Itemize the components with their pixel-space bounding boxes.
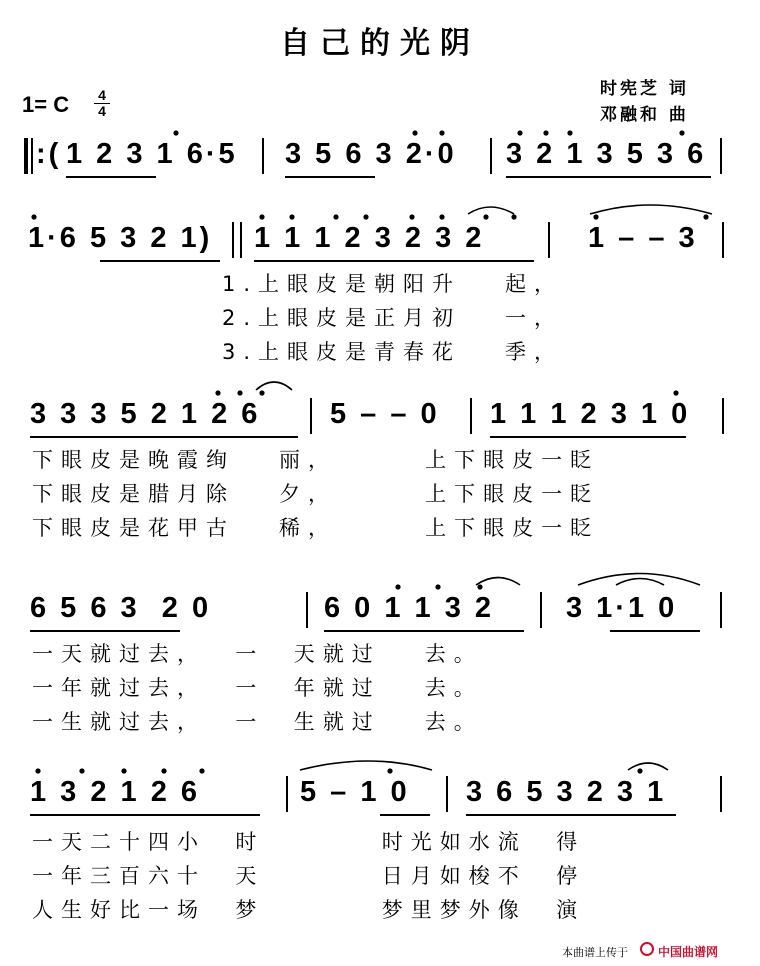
lyric-line: 一年就过去， 一 年就过 去。 bbox=[32, 676, 483, 700]
eighth-beam bbox=[30, 814, 260, 816]
eighth-beam bbox=[66, 176, 156, 178]
octave-dot bbox=[439, 214, 444, 219]
lyric-line: 2.上眼皮是正月初 一， bbox=[222, 306, 564, 330]
measure-notes: 3 6 5 3 2 3 1 bbox=[466, 776, 667, 808]
octave-dot bbox=[289, 214, 294, 219]
footer-brand: 中国曲谱网 bbox=[658, 945, 719, 959]
lyric-line: 一天就过去， 一 天就过 去。 bbox=[32, 642, 483, 666]
measure-notes: 1 2 3 1 6·5 bbox=[66, 138, 238, 170]
lyricist-credit: 时宪芝 词 bbox=[600, 79, 689, 99]
measure-notes: 3 1·1 0 bbox=[566, 592, 678, 624]
octave-dot bbox=[409, 214, 414, 219]
octave-dot bbox=[363, 214, 368, 219]
lyric-line: 1.上眼皮是朝阳升 起， bbox=[222, 272, 564, 296]
repeat-start-barline-thin bbox=[31, 138, 33, 174]
barline bbox=[310, 398, 312, 434]
eighth-beam bbox=[490, 436, 686, 438]
barline bbox=[540, 592, 542, 628]
octave-dot bbox=[483, 214, 488, 219]
score-row-5 bbox=[0, 776, 760, 936]
measure-notes: 1 3 2 1 2 6 bbox=[30, 776, 201, 808]
barline bbox=[720, 138, 722, 174]
octave-dot bbox=[121, 768, 126, 773]
eighth-beam bbox=[610, 630, 700, 632]
repeat-start-barline bbox=[24, 138, 28, 174]
slur bbox=[468, 207, 514, 214]
octave-dot bbox=[259, 214, 264, 219]
barline bbox=[722, 222, 724, 258]
repeat-dots: :( bbox=[36, 138, 62, 170]
time-signature-top: 4 bbox=[98, 87, 106, 103]
footer-upload-text: 本曲谱上传于 bbox=[562, 946, 628, 959]
measure-notes: 1 1 1 2 3 2 3 2 bbox=[254, 222, 485, 254]
slur bbox=[476, 578, 520, 586]
barline bbox=[720, 592, 722, 628]
eighth-beam bbox=[30, 436, 298, 438]
barline bbox=[240, 222, 242, 258]
lyric-line: 人生好比一场 梦 梦里梦外像 演 bbox=[32, 898, 586, 922]
composer-credit: 邓融和 曲 bbox=[600, 105, 689, 125]
score-row-1 bbox=[0, 138, 760, 188]
eighth-beam bbox=[30, 630, 180, 632]
eighth-beam bbox=[466, 814, 676, 816]
slur bbox=[590, 205, 712, 214]
octave-dot bbox=[387, 768, 392, 773]
page-title: 自己的光阴 bbox=[280, 26, 480, 61]
octave-dot bbox=[593, 214, 598, 219]
octave-dot bbox=[703, 214, 708, 219]
octave-dot bbox=[439, 130, 444, 135]
key-signature: 1= C bbox=[22, 92, 70, 117]
octave-dot bbox=[637, 768, 642, 773]
octave-dot bbox=[259, 390, 264, 395]
slur bbox=[578, 574, 700, 586]
octave-dot bbox=[237, 390, 242, 395]
lyric-line: 一年三百六十 天 日月如梭不 停 bbox=[32, 864, 586, 888]
octave-dot bbox=[543, 130, 548, 135]
lyric-line: 下眼皮是腊月除 夕， 上下眼皮一眨 bbox=[32, 482, 600, 506]
lyric-line: 3.上眼皮是青春花 季， bbox=[222, 340, 564, 364]
slur bbox=[300, 761, 432, 770]
measure-notes: 5 – – 0 bbox=[330, 398, 440, 430]
barline bbox=[722, 398, 724, 434]
octave-dot bbox=[215, 390, 220, 395]
eighth-beam bbox=[324, 630, 524, 632]
octave-dot bbox=[511, 214, 516, 219]
time-signature bbox=[94, 88, 110, 119]
lyric-line: 下眼皮是花甲古 稀， 上下眼皮一眨 bbox=[32, 516, 600, 540]
octave-dot bbox=[679, 130, 684, 135]
octave-dot bbox=[673, 390, 678, 395]
measure-notes: 1 1 1 2 3 1 0 bbox=[490, 398, 691, 430]
barline bbox=[720, 776, 722, 812]
octave-dot bbox=[199, 768, 204, 773]
barline bbox=[262, 138, 264, 174]
octave-dot bbox=[31, 214, 36, 219]
measure-notes: 1 – – 3 bbox=[588, 222, 698, 254]
barline bbox=[446, 776, 448, 812]
slur bbox=[628, 763, 668, 770]
octave-dot bbox=[517, 130, 522, 135]
lyric-line: 下眼皮是晚霞绚 丽， 上下眼皮一眨 bbox=[32, 448, 600, 472]
octave-dot bbox=[412, 130, 417, 135]
eighth-beam bbox=[100, 260, 220, 262]
slur bbox=[616, 579, 664, 586]
measure-notes: 3 3 3 5 2 1 2 6 bbox=[30, 398, 261, 430]
octave-dot bbox=[333, 214, 338, 219]
octave-dot bbox=[161, 768, 166, 773]
measure-notes: 6 5 6 3 2 0 bbox=[30, 592, 212, 624]
slur bbox=[256, 382, 292, 390]
octave-dot bbox=[477, 584, 482, 589]
eighth-beam bbox=[254, 260, 534, 262]
measure-notes: 3 2 1 3 5 3 6 bbox=[506, 138, 707, 170]
lyric-line: 一天二十四小 时 时光如水流 得 bbox=[32, 830, 586, 854]
octave-dot bbox=[35, 768, 40, 773]
lyric-line: 一生就过去， 一 生就过 去。 bbox=[32, 710, 483, 734]
barline bbox=[232, 222, 234, 258]
octave-dot bbox=[395, 584, 400, 589]
octave-dot bbox=[435, 584, 440, 589]
time-signature-bottom: 4 bbox=[94, 103, 110, 119]
octave-dot bbox=[173, 130, 178, 135]
measure-notes: 5 – 1 0 bbox=[300, 776, 410, 808]
eighth-beam bbox=[380, 814, 430, 816]
barline bbox=[286, 776, 288, 812]
octave-dot bbox=[567, 130, 572, 135]
barline bbox=[306, 592, 308, 628]
score-row-4 bbox=[0, 592, 760, 732]
barline bbox=[470, 398, 472, 434]
measure-notes: 6 0 1 1 3 2 bbox=[324, 592, 495, 624]
measure-notes: 1·6 5 3 2 1) bbox=[28, 222, 213, 254]
measure-notes: 3 5 6 3 2·0 bbox=[285, 138, 457, 170]
site-logo-icon bbox=[640, 942, 654, 956]
score-row-2 bbox=[0, 222, 760, 362]
score-row-3 bbox=[0, 398, 760, 538]
eighth-beam bbox=[506, 176, 711, 178]
eighth-beam bbox=[285, 176, 375, 178]
octave-dot bbox=[79, 768, 84, 773]
barline bbox=[490, 138, 492, 174]
barline bbox=[548, 222, 550, 258]
